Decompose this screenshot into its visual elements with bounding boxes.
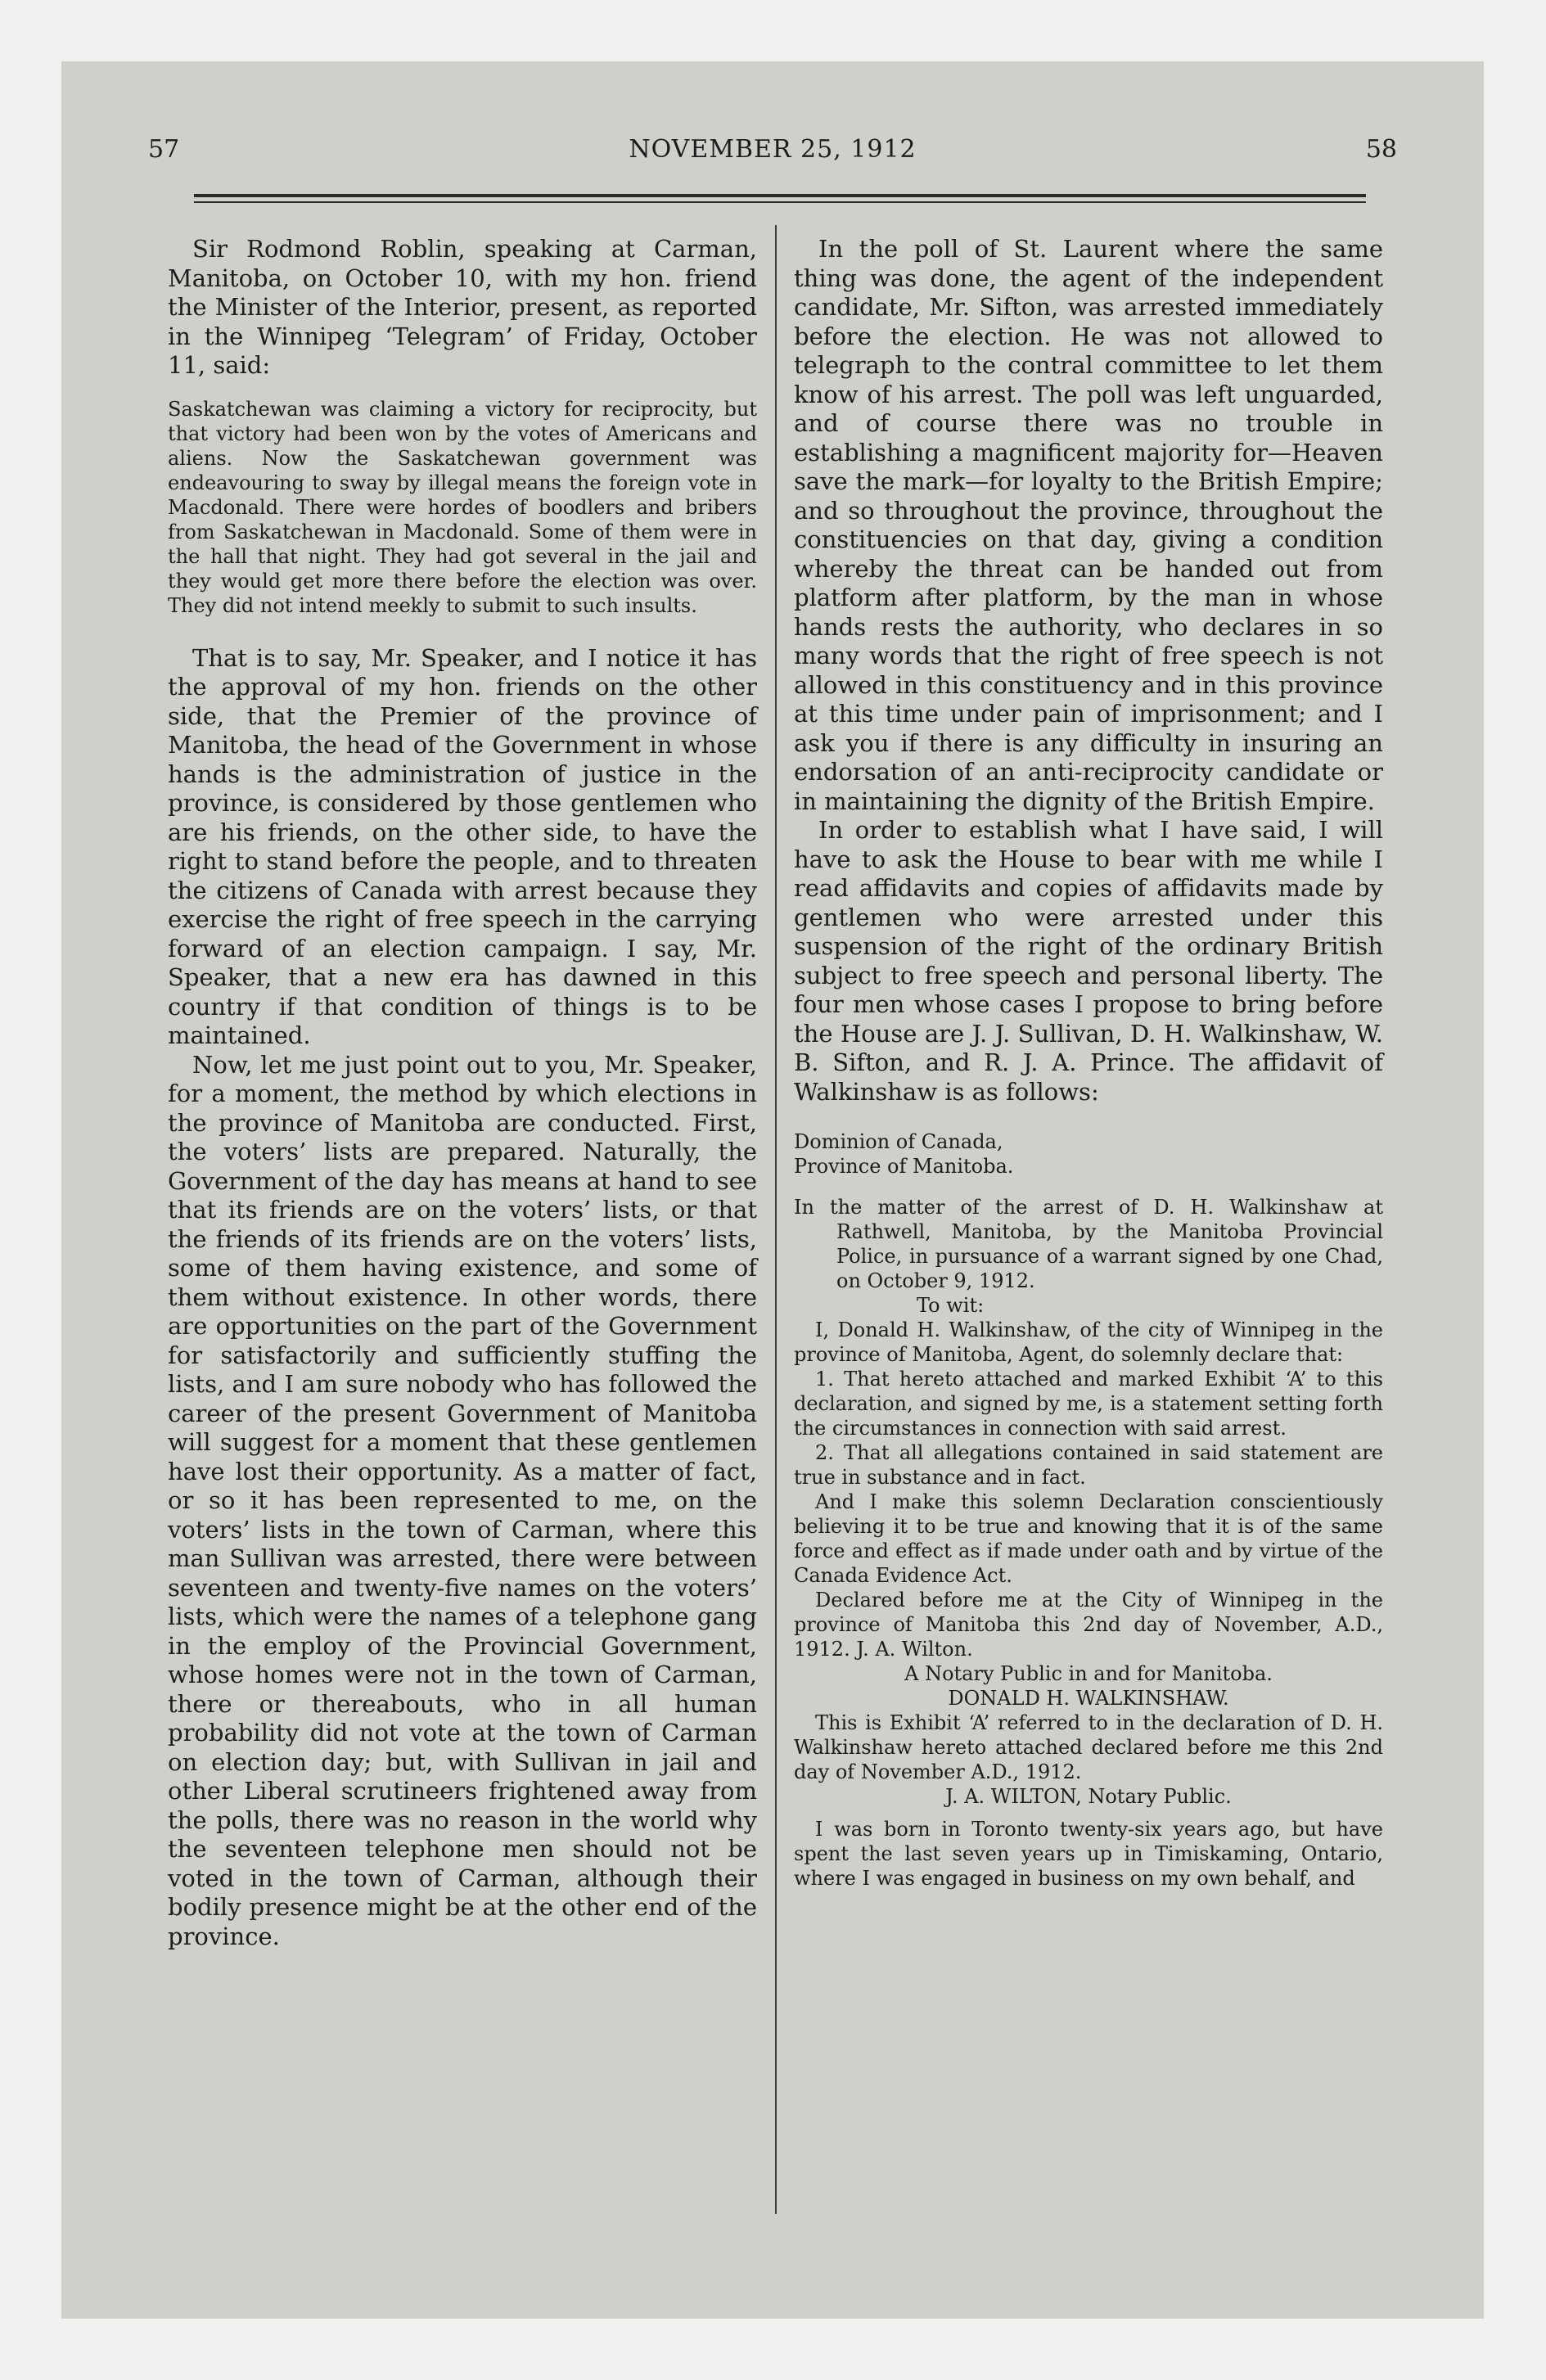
right-column — [794, 235, 1383, 1891]
affidavit-declared-before: Declared before me at the City of Winnipeg in the province of Manitoba this 2nd day of November, A.D., 1912. J. A. Wilton. — [794, 1589, 1383, 1661]
affidavit-notary: A Notary Public in and for Manitoba. — [904, 1662, 1273, 1685]
quoted-speech: Saskatchewan was claiming a victory for reciprocity, but that victory had been won by the votes of Americans and aliens. Now the Saskatchewan government was endeavouring to sway by illegal means the foreign vote in Macdonald. There were hordes of boodlers and bribers from Saskatchewan in Macdonald. Some of them were in the hall that night. They had got several in the jail and they would get more there before the election was over. They did not intend meekly to submit to such insults. — [168, 397, 757, 617]
affidavit-item-1: 1. That hereto attached and marked Exhibit ‘A’ to this declaration, and signed by me, is a statement setting forth the circumstances in connection with said arrest. — [794, 1368, 1383, 1440]
header-rule-thick — [194, 194, 1366, 197]
affidavit-item-2: 2. That all allegations contained in said statement are true in substance and in fact. — [794, 1441, 1383, 1489]
scanned-page — [61, 61, 1484, 2319]
paragraph-election-method: Now, let me just point out to you, Mr. Speaker, for a moment, the method by which elections in the province of Manitoba are conducted. First, the voters’ lists are prepared. Naturally, the Government of the day has means at hand to see that its friends are on the voters’ lists, or that the friends of its friends are on the voters’ lists, some of them having existence, and some of them without existence. In other words, there are opportunities on the part of the Government for satisfactorily and sufficiently stuffing the lists, and I am sure nobody who has followed the career of the present Government of Manitoba will suggest for a moment that these gentlemen have lost their opportunity. As a matter of fact, or so it has been represented to me, on the voters’ lists in the town of Carman, where this man Sullivan was arrested, there were between seventeen and twenty-five names on the voters’ lists, which were the names of a telephone gang in the employ of the Provincial Government, whose homes were not in the town of Carman, there or thereabouts, who in all human probability did not vote at the town of Carman on election day; but, with Sullivan in jail and other Liberal scrutineers frightened away from the polls, there was no reason in the world why the seventeen telephone men should not be voted in the town of Carman, although their bodily presence might be at the other end of the province. — [168, 1050, 757, 1950]
affidavit-province: Province of Manitoba. — [794, 1155, 1014, 1178]
header-date: NOVEMBER 25, 1912 — [629, 135, 917, 164]
header-rule-thin — [194, 201, 1366, 203]
affidavit-to-wit: To wit: — [917, 1294, 985, 1317]
affidavit-solemn: And I make this solemn Declaration conscientiously believing it to be true and knowing that it is of the same force and effect as if made under oath and by virtue of the Canada Evidence Act. — [794, 1490, 1383, 1587]
exhibit-a-note: This is Exhibit ‘A’ referred to in the declaration of D. H. Walkinshaw hereto attached declared before me this 2nd day of November A.D., 1912. — [794, 1711, 1383, 1783]
statement-born-toronto: I was born in Toronto twenty-six years ago, but have spent the last seven years up in Timiskaming, Ontario, where I was engaged in business on my own behalf, and — [794, 1818, 1383, 1890]
paragraph-roblin-speech: Sir Rodmond Roblin, speaking at Carman, Manitoba, on October 10, with my hon. friend the Minister of the Interior, present, as reported in the Winnipeg ‘Telegram’ of Friday, October 11, said: — [168, 235, 757, 379]
affidavit-signature: DONALD H. WALKINSHAW. — [948, 1687, 1229, 1710]
left-column — [168, 235, 757, 1951]
paragraph-st-laurent: In the poll of St. Laurent where the same thing was done, the agent of the independent candidate, Mr. Sifton, was arrested immediately before the election. He was not allowed to telegraph to the contral committee to let them know of his arrest. The poll was left unguarded, and of course there was no trouble in establishing a magnificent majority for—Heaven save the mark—for loyalty to the British Empire; and so throughout the province, throughout the constituencies on that day, giving a condition whereby the threat can be handed out from platform after platform, by the man in whose hands rests the authority, who declares in so many words that the right of free speech is not allowed in this constituency and in this province at this time under pain of imprisonment; and I ask you if there is any difficulty in insuring an endorsation of an anti-reciprocity candidate or in maintaining the dignity of the British Empire. — [794, 235, 1383, 815]
paragraph-speaker-threat: That is to say, Mr. Speaker, and I notice it has the approval of my hon. friends on the other side, that the Premier of the province of Manitoba, the head of the Government in whose hands is the administration of justice in the province, is considered by those gentlemen who are his friends, on the other side, to have the right to stand before the people, and to threaten the citizens of Canada with arrest because they exercise the right of free speech in the carrying forward of an election campaign. I say, Mr. Speaker, that a new era has dawned in this country if that condition of things is to be maintained. — [168, 643, 757, 1049]
affidavit-dominion: Dominion of Canada, — [794, 1130, 1003, 1153]
left-page-number: 57 — [148, 135, 180, 164]
column-divider — [775, 225, 777, 2214]
affidavit-declaration: I, Donald H. Walkinshaw, of the city of Winnipeg in the province of Manitoba, Agent, do solemnly declare that: — [794, 1318, 1383, 1366]
affidavit-matter: In the matter of the arrest of D. H. Walkinshaw at Rathwell, Manitoba, by the Manitoba Provincial Police, in pursuance of a warrant signed by one Chad, on October 9, 1912. — [794, 1196, 1383, 1292]
page-header — [61, 135, 1484, 184]
affidavit-walkinshaw — [794, 1129, 1383, 1891]
right-page-number: 58 — [1365, 135, 1397, 164]
exhibit-notary-signature: J. A. WILTON, Notary Public. — [945, 1785, 1232, 1808]
paragraph-affidavits-intro: In order to establish what I have said, I will have to ask the House to bear with me while I read affidavits and copies of affidavits made by gentlemen who were arrested under this suspension of the right of the ordinary British subject to free speech and personal liberty. The four men whose cases I propose to bring before the House are J. J. Sullivan, D. H. Walkinshaw, W. B. Sifton, and R. J. A. Prince. The affidavit of Walkinshaw is as follows: — [794, 816, 1383, 1106]
